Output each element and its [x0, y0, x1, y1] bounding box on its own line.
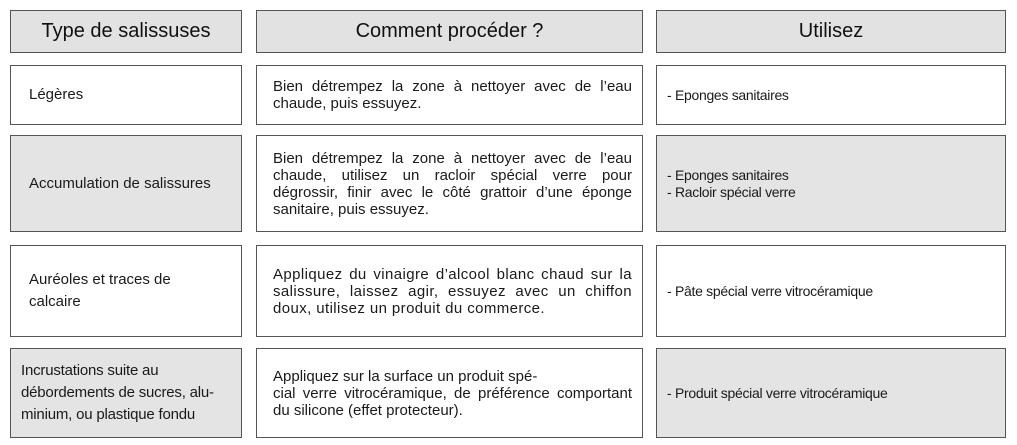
row-1-type-cell	[10, 65, 242, 125]
header-use-label: Utilisez	[798, 20, 864, 42]
row-1-use-cell	[656, 65, 1006, 125]
row-3-procedure: Appliquez du vinaigre d’alcool blanc chaud sur la salissure, laissez agir, essuyez avec un chiffon doux, utilisez un produit du commerce.	[273, 265, 632, 317]
row-1-type: Légères	[29, 86, 84, 103]
row-2-type-cell	[10, 135, 242, 232]
row-3-type-cell	[10, 245, 242, 337]
row-2-procedure-cell	[256, 135, 643, 232]
row-4-procedure: Appliquez sur la surface un produit spé- cial verre vitrocéramique, de préférence comportant du silicone (effet protecteur).	[273, 367, 632, 419]
row-1-use: - Eponges sanitaires	[667, 86, 789, 103]
row-4-use-cell	[656, 348, 1006, 438]
row-3-use: - Pâte spécial verre vitrocéramique	[667, 282, 873, 299]
row-2-use: - Eponges sanitaires - Racloir spécial verre	[667, 166, 796, 200]
row-1-procedure: Bien détrempez la zone à nettoyer avec de l’eau chaude, puis essuyez.	[273, 78, 632, 112]
row-2-use-cell	[656, 135, 1006, 232]
header-procedure	[256, 10, 643, 53]
header-type-label: Type de salissuses	[41, 20, 211, 42]
row-3-type: Auréoles et traces de calcaire	[29, 271, 171, 310]
row-4-use: - Produit spécial verre vitrocéramique	[667, 384, 888, 401]
header-type	[10, 10, 242, 53]
row-3-procedure-cell	[256, 245, 643, 337]
row-4-type-cell	[10, 348, 242, 438]
header-procedure-label: Comment procéder ?	[355, 20, 544, 42]
header-use	[656, 10, 1006, 53]
row-3-use-cell	[656, 245, 1006, 337]
row-1-procedure-cell	[256, 65, 643, 125]
row-2-type: Accumulation de salissures	[29, 174, 211, 192]
row-4-type: Incrustations suite au débordements de sucres, alu- minium, ou plastique fondu	[21, 362, 214, 423]
row-2-procedure: Bien détrempez la zone à nettoyer avec de l’eau chaude, utilisez un racloir spécial verre pour dégrossir, finir avec le côté grattoir d’une éponge sanitaire, puis essuyez.	[273, 149, 632, 218]
row-4-procedure-cell	[256, 348, 643, 438]
